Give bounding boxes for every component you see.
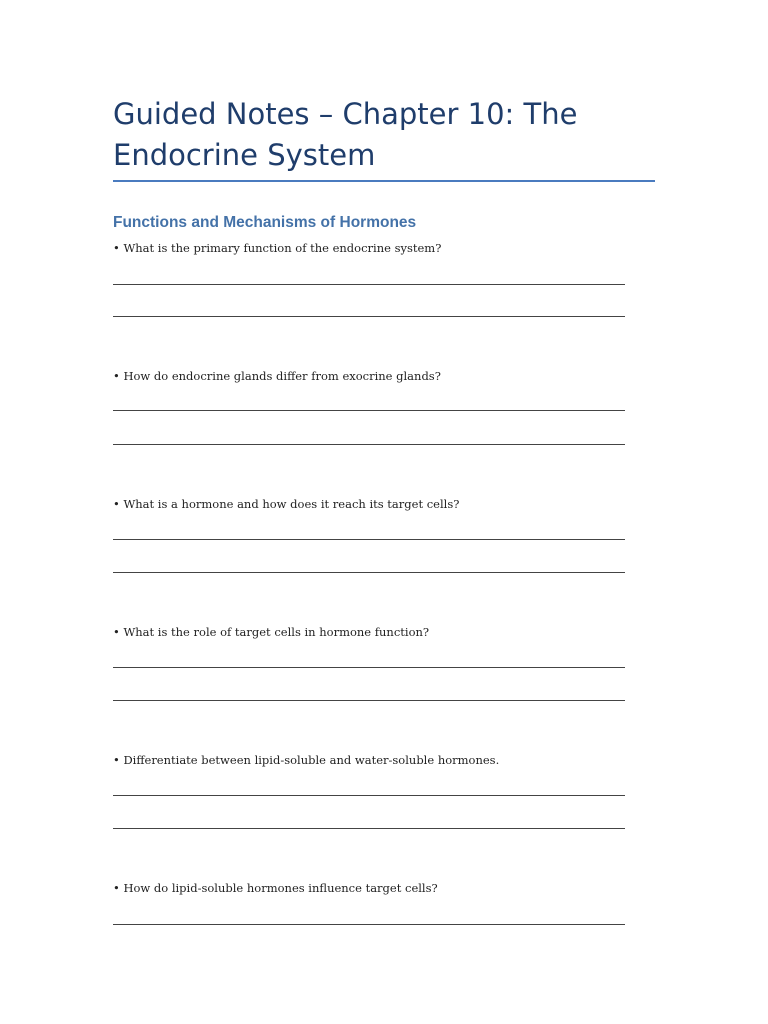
question-text: • Differentiate between lipid-soluble and water-soluble hormones. [113,753,500,767]
answer-line [113,539,625,540]
question-text: • What is the role of target cells in hormone function? [113,625,430,639]
answer-line [113,444,625,445]
answer-line [113,284,625,285]
title-underline-divider [113,180,655,182]
page-title: Guided Notes – Chapter 10: The Endocrine System [113,97,578,172]
answer-line [113,316,625,317]
section-heading: Functions and Mechanisms of Hormones [113,214,417,231]
question-text: • How do endocrine glands differ from exocrine glands? [113,369,441,383]
answer-line [113,700,625,701]
question-text: • What is a hormone and how does it reach its target cells? [113,497,460,511]
answer-line [113,828,625,829]
question-text: • What is the primary function of the endocrine system? [113,241,442,255]
question-item [113,496,633,512]
answer-line [113,410,625,411]
question-item [113,752,633,768]
question-item [113,624,633,640]
question-item [113,368,633,384]
answer-line [113,572,625,573]
question-item [113,880,633,896]
question-item [113,240,633,256]
answer-line [113,795,625,796]
answer-line [113,667,625,668]
answer-line [113,924,625,925]
question-text: • How do lipid-soluble hormones influence target cells? [113,881,438,895]
